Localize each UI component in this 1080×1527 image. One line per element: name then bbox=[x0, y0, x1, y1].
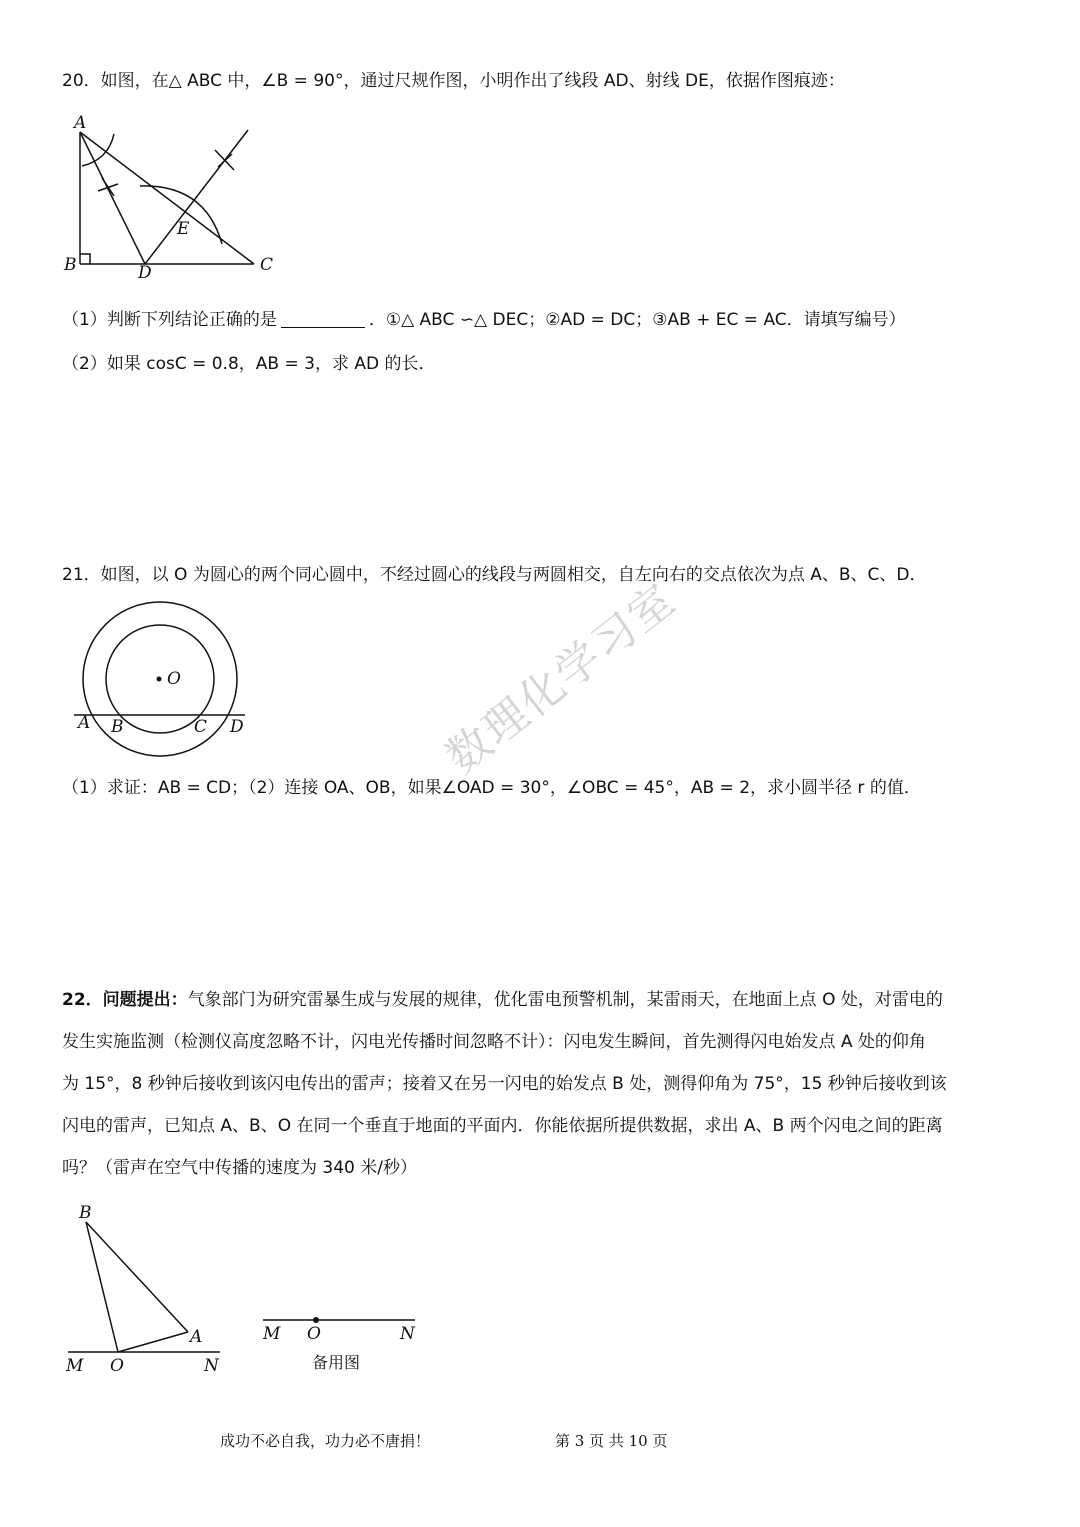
q20-part1-text: （1）判断下列结论正确的是 bbox=[62, 310, 277, 330]
q22-number: 22． bbox=[62, 990, 103, 1010]
spare-label-M: M bbox=[263, 1324, 281, 1344]
segment-bo bbox=[86, 1222, 118, 1352]
q22-line4: 闪电的雷声，已知点 A、B、O 在同一个垂直于地面的平面内．你能依据所提供数据，求出 A、B 两个闪电之间的距离 bbox=[62, 1116, 943, 1136]
label-B: B bbox=[64, 255, 77, 275]
spare-label-N: N bbox=[400, 1324, 415, 1344]
label-B: B bbox=[79, 1203, 92, 1223]
label-A: A bbox=[74, 113, 87, 133]
spare-caption: 备用图 bbox=[312, 1353, 361, 1372]
q22-line1-text: 气象部门为研究雷暴生成与发展的规律，优化雷电预警机制，某雷雨天，在地面上点 O 处，对雷电的 bbox=[187, 990, 943, 1010]
q22-figure bbox=[60, 1200, 260, 1380]
q21-parts: （1）求证：AB = CD；（2）连接 OA、OB，如果∠OAD = 30°，∠OBC = 45°，AB = 2，求小圆半径 r 的值． bbox=[62, 778, 921, 798]
footer-page-number: 第 3 页 共 10 页 bbox=[555, 1432, 668, 1450]
segment-ba bbox=[86, 1222, 188, 1332]
footer-motto: 成功不必自我，功力必不唐捐！ bbox=[220, 1432, 431, 1450]
arc-angle-bisector bbox=[82, 134, 114, 166]
segment-ad bbox=[80, 132, 145, 264]
label-B: B bbox=[111, 717, 124, 737]
label-M: M bbox=[66, 1356, 84, 1376]
label-O: O bbox=[167, 669, 181, 689]
label-E: E bbox=[177, 219, 190, 239]
q22-line5: 吗？（雷声在空气中传播的速度为 340 米/秒） bbox=[62, 1158, 417, 1178]
spare-point-o bbox=[313, 1317, 319, 1323]
right-angle-mark bbox=[80, 254, 90, 264]
q20-part1 bbox=[62, 308, 906, 332]
label-O: O bbox=[110, 1356, 124, 1376]
segment-oa bbox=[118, 1332, 188, 1352]
q20-part2: （2）如果 cosC = 0.8，AB = 3，求 AD 的长． bbox=[62, 354, 436, 374]
q20-part1-options: ．①△ ABC ∽△ DEC；②AD = DC；③AB + EC = AC．请填写编号） bbox=[368, 310, 906, 330]
label-A: A bbox=[190, 1327, 203, 1347]
q22-heading: 问题提出： bbox=[102, 990, 188, 1010]
label-D: D bbox=[230, 717, 244, 737]
label-D: D bbox=[138, 263, 152, 283]
ray-de bbox=[145, 130, 248, 264]
center-point bbox=[157, 677, 162, 682]
q21-stem: 21．如图，以 O 为圆心的两个同心圆中，不经过圆心的线段与两圆相交，自左向右的交点依次为点 A、B、C、D． bbox=[62, 565, 927, 585]
q22-spare-figure bbox=[255, 1305, 425, 1385]
arc-cross-mark-1 bbox=[98, 178, 118, 196]
q20-stem: 20．如图，在△ ABC 中，∠B = 90°，通过尺规作图，小明作出了线段 AD、射线 DE，依据作图痕迹： bbox=[62, 71, 845, 91]
spare-label-O: O bbox=[307, 1324, 321, 1344]
q22-line2: 发生实施监测（检测仪高度忽略不计，闪电光传播时间忽略不计）：闪电发生瞬间，首先测得闪电始发点 A 处的仰角 bbox=[62, 1032, 926, 1052]
label-C: C bbox=[194, 717, 208, 737]
label-C: C bbox=[260, 255, 274, 275]
q22-line1 bbox=[62, 988, 943, 1012]
label-A: A bbox=[78, 713, 91, 733]
q21-figure bbox=[70, 600, 270, 760]
answer-blank[interactable] bbox=[281, 311, 365, 328]
q20-figure bbox=[50, 112, 350, 282]
watermark: 数理化学习室 bbox=[436, 573, 686, 784]
label-N: N bbox=[204, 1356, 219, 1376]
q22-line3: 为 15°，8 秒钟后接收到该闪电传出的雷声；接着又在另一闪电的始发点 B 处，测得仰角为 75°，15 秒钟后接收到该 bbox=[62, 1074, 947, 1094]
